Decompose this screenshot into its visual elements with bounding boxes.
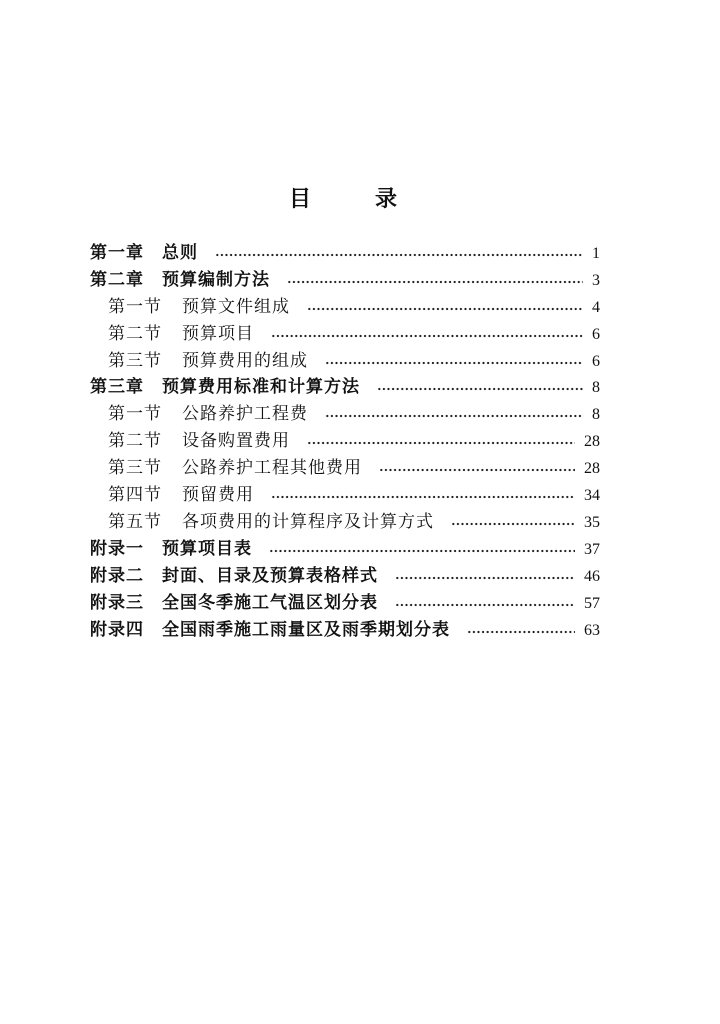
toc-entry-section [108,348,600,375]
entry-label: 第一章 [90,243,144,263]
page-number: 28 [584,433,600,450]
toc-entry-section [108,482,600,509]
entry-label: 附录四 [90,620,144,640]
page-number: 35 [584,514,600,531]
entry-title: 全国冬季施工气温区划分表 [162,593,378,613]
entry-label: 第二章 [90,270,144,290]
dot-leader [215,253,583,257]
entry-title: 设备购置费用 [182,431,290,451]
toc-entry-section [108,428,600,455]
dot-leader [307,441,575,445]
toc-entry-chapter [90,374,600,401]
page-number: 3 [592,272,600,289]
page-number: 37 [584,541,600,558]
toc-title: 目录 [289,187,462,212]
page-number: 6 [592,326,600,343]
entry-title: 预算费用的组成 [182,351,308,371]
entry-title: 全国雨季施工雨量区及雨季期划分表 [162,620,450,640]
page-number: 28 [584,460,600,477]
toc-entry-appendix [90,617,600,644]
page-number: 63 [584,622,600,639]
toc-entry-section [108,455,600,482]
entry-label: 第二节 [108,431,162,451]
dot-leader [269,549,575,553]
dot-leader [395,576,575,580]
dot-leader [325,414,583,418]
entry-label: 附录二 [90,566,144,586]
entry-title: 各项费用的计算程序及计算方式 [182,512,434,532]
page-number: 57 [584,595,600,612]
dot-leader [379,468,575,472]
page-number: 1 [592,245,600,262]
page-number: 46 [584,568,600,585]
entry-title: 封面、目录及预算表格样式 [162,566,378,586]
toc-entry-chapter [90,267,600,294]
toc-entry-section [108,509,600,536]
entry-label: 第四节 [108,485,162,505]
entry-label: 第一节 [108,297,162,317]
toc-entry-section [108,321,600,348]
entry-label: 附录一 [90,539,144,559]
toc-entry-chapter [90,240,600,267]
page-number: 34 [584,487,600,504]
dot-leader [325,361,583,365]
page-number: 8 [592,406,600,423]
toc-entry-appendix [90,536,600,563]
dot-leader [271,334,583,338]
entry-label: 第一节 [108,404,162,424]
toc-entry-section [108,401,600,428]
entry-label: 第二节 [108,324,162,344]
toc-entry-section [108,294,600,321]
page-number: 8 [592,379,600,396]
entry-label: 第三节 [108,458,162,478]
entry-label: 附录三 [90,593,144,613]
entry-title: 总则 [162,243,198,263]
dot-leader [467,630,575,634]
dot-leader [271,495,575,499]
entry-label: 第三章 [90,377,144,397]
entry-title: 预留费用 [182,485,254,505]
entry-title: 预算项目 [182,324,254,344]
entry-label: 第五节 [108,512,162,532]
entry-title: 预算费用标准和计算方法 [162,377,360,397]
dot-leader [287,280,583,284]
toc-entry-appendix [90,590,600,617]
entry-title: 公路养护工程费 [182,404,308,424]
dot-leader [377,387,583,391]
dot-leader [395,603,575,607]
entry-label: 第三节 [108,351,162,371]
page-number: 6 [592,353,600,370]
page-number: 4 [592,299,600,316]
dot-leader [307,307,583,311]
entry-title: 公路养护工程其他费用 [182,458,362,478]
entry-title: 预算编制方法 [162,270,270,290]
toc-entry-appendix [90,563,600,590]
entry-title: 预算文件组成 [182,297,290,317]
entry-title: 预算项目表 [162,539,252,559]
dot-leader [451,522,575,526]
